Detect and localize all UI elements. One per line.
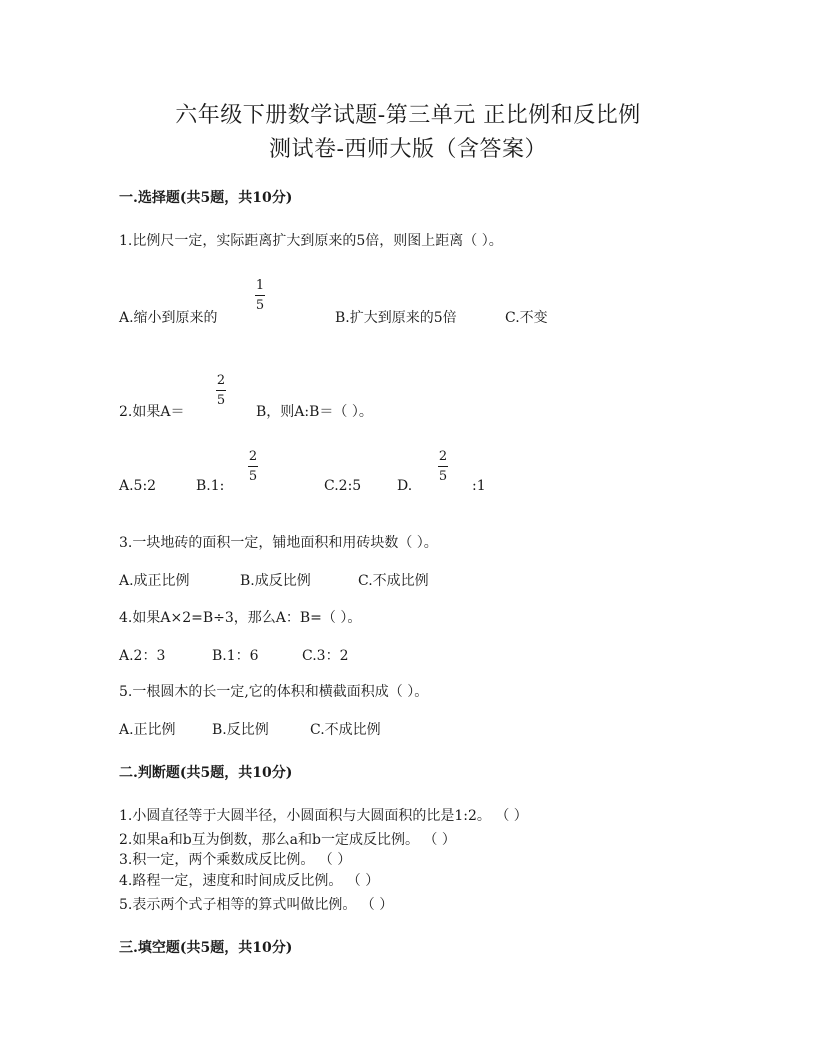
question-5-option-a: A.正比例 <box>119 722 176 738</box>
question-3-option-c: C.不成比例 <box>358 573 429 589</box>
section-heading-choice: 一.选择题(共5题，共10分) <box>119 190 293 206</box>
question-2-option-a: A.5:2 <box>119 478 157 494</box>
question-4-option-a: A.2：3 <box>119 648 166 664</box>
judge-item-5: 5.表示两个式子相等的算式叫做比例。 （ ） <box>119 897 394 913</box>
fraction-bar <box>255 295 265 296</box>
fraction-bar <box>216 390 226 391</box>
judge-item-2: 2.如果a和b互为倒数，那么a和b一定成反比例。 （ ） <box>119 832 456 848</box>
page-title-line2: 测试卷-西师大版（含答案） <box>269 137 547 162</box>
fraction-numerator: 2 <box>216 373 226 388</box>
fraction-numerator: 1 <box>255 278 265 293</box>
question-2-option-b: B.1: <box>196 478 225 494</box>
question-1-option-c: C.不变 <box>505 310 548 326</box>
judge-item-3: 3.积一定，两个乘数成反比例。 （ ） <box>119 852 352 868</box>
fraction-bar <box>248 466 258 467</box>
fraction-numerator: 2 <box>248 449 258 464</box>
page-title-line1: 六年级下册数学试题-第三单元 正比例和反比例 <box>175 103 641 128</box>
question-4-option-b: B.1：6 <box>212 648 259 664</box>
fraction-denominator: 5 <box>248 469 258 484</box>
question-5-option-b: B.反比例 <box>212 722 269 738</box>
question-3-option-b: B.成反比例 <box>240 573 311 589</box>
fraction-two-fifths <box>248 450 258 483</box>
question-2-stem-end: B，则A:B＝（ ）。 <box>256 404 373 420</box>
fraction-two-fifths <box>216 374 226 407</box>
fraction-denominator: 5 <box>438 469 448 484</box>
question-2-option-d: D. <box>397 478 413 494</box>
question-3-option-a: A.成正比例 <box>119 573 190 589</box>
question-4-option-c: C.3：2 <box>302 648 349 664</box>
question-5-option-c: C.不成比例 <box>310 722 381 738</box>
section-heading-fill: 三.填空题(共5题，共10分) <box>119 940 293 956</box>
fraction-two-fifths <box>438 450 448 483</box>
question-1-option-a: A.缩小到原来的 <box>119 310 218 326</box>
question-2-stem-start: 2.如果A＝ <box>119 404 185 420</box>
question-1-option-b: B.扩大到原来的5倍 <box>335 310 457 326</box>
fraction-denominator: 5 <box>255 298 265 313</box>
fraction-denominator: 5 <box>216 393 226 408</box>
fraction-numerator: 2 <box>438 449 448 464</box>
section-heading-judge: 二.判断题(共5题，共10分) <box>119 765 293 781</box>
question-2-option-c: C.2:5 <box>324 478 362 494</box>
judge-item-1: 1.小圆直径等于大圆半径，小圆面积与大圆面积的比是1:2。 （ ） <box>119 808 528 824</box>
question-3-stem: 3.一块地砖的面积一定，铺地面积和用砖块数（ ）。 <box>119 535 438 551</box>
question-4-stem: 4.如果A×2=B÷3，那么A：B=（ ）。 <box>119 610 362 626</box>
fraction-bar <box>438 466 448 467</box>
fraction-one-fifth <box>255 279 265 312</box>
question-2-option-d-tail: :1 <box>472 478 486 494</box>
question-5-stem: 5.一根圆木的长一定,它的体积和横截面积成（ ）。 <box>119 684 429 700</box>
question-1-stem: 1.比例尺一定，实际距离扩大到原来的5倍，则图上距离（ ）。 <box>119 233 503 249</box>
judge-item-4: 4.路程一定，速度和时间成反比例。 （ ） <box>119 873 380 889</box>
